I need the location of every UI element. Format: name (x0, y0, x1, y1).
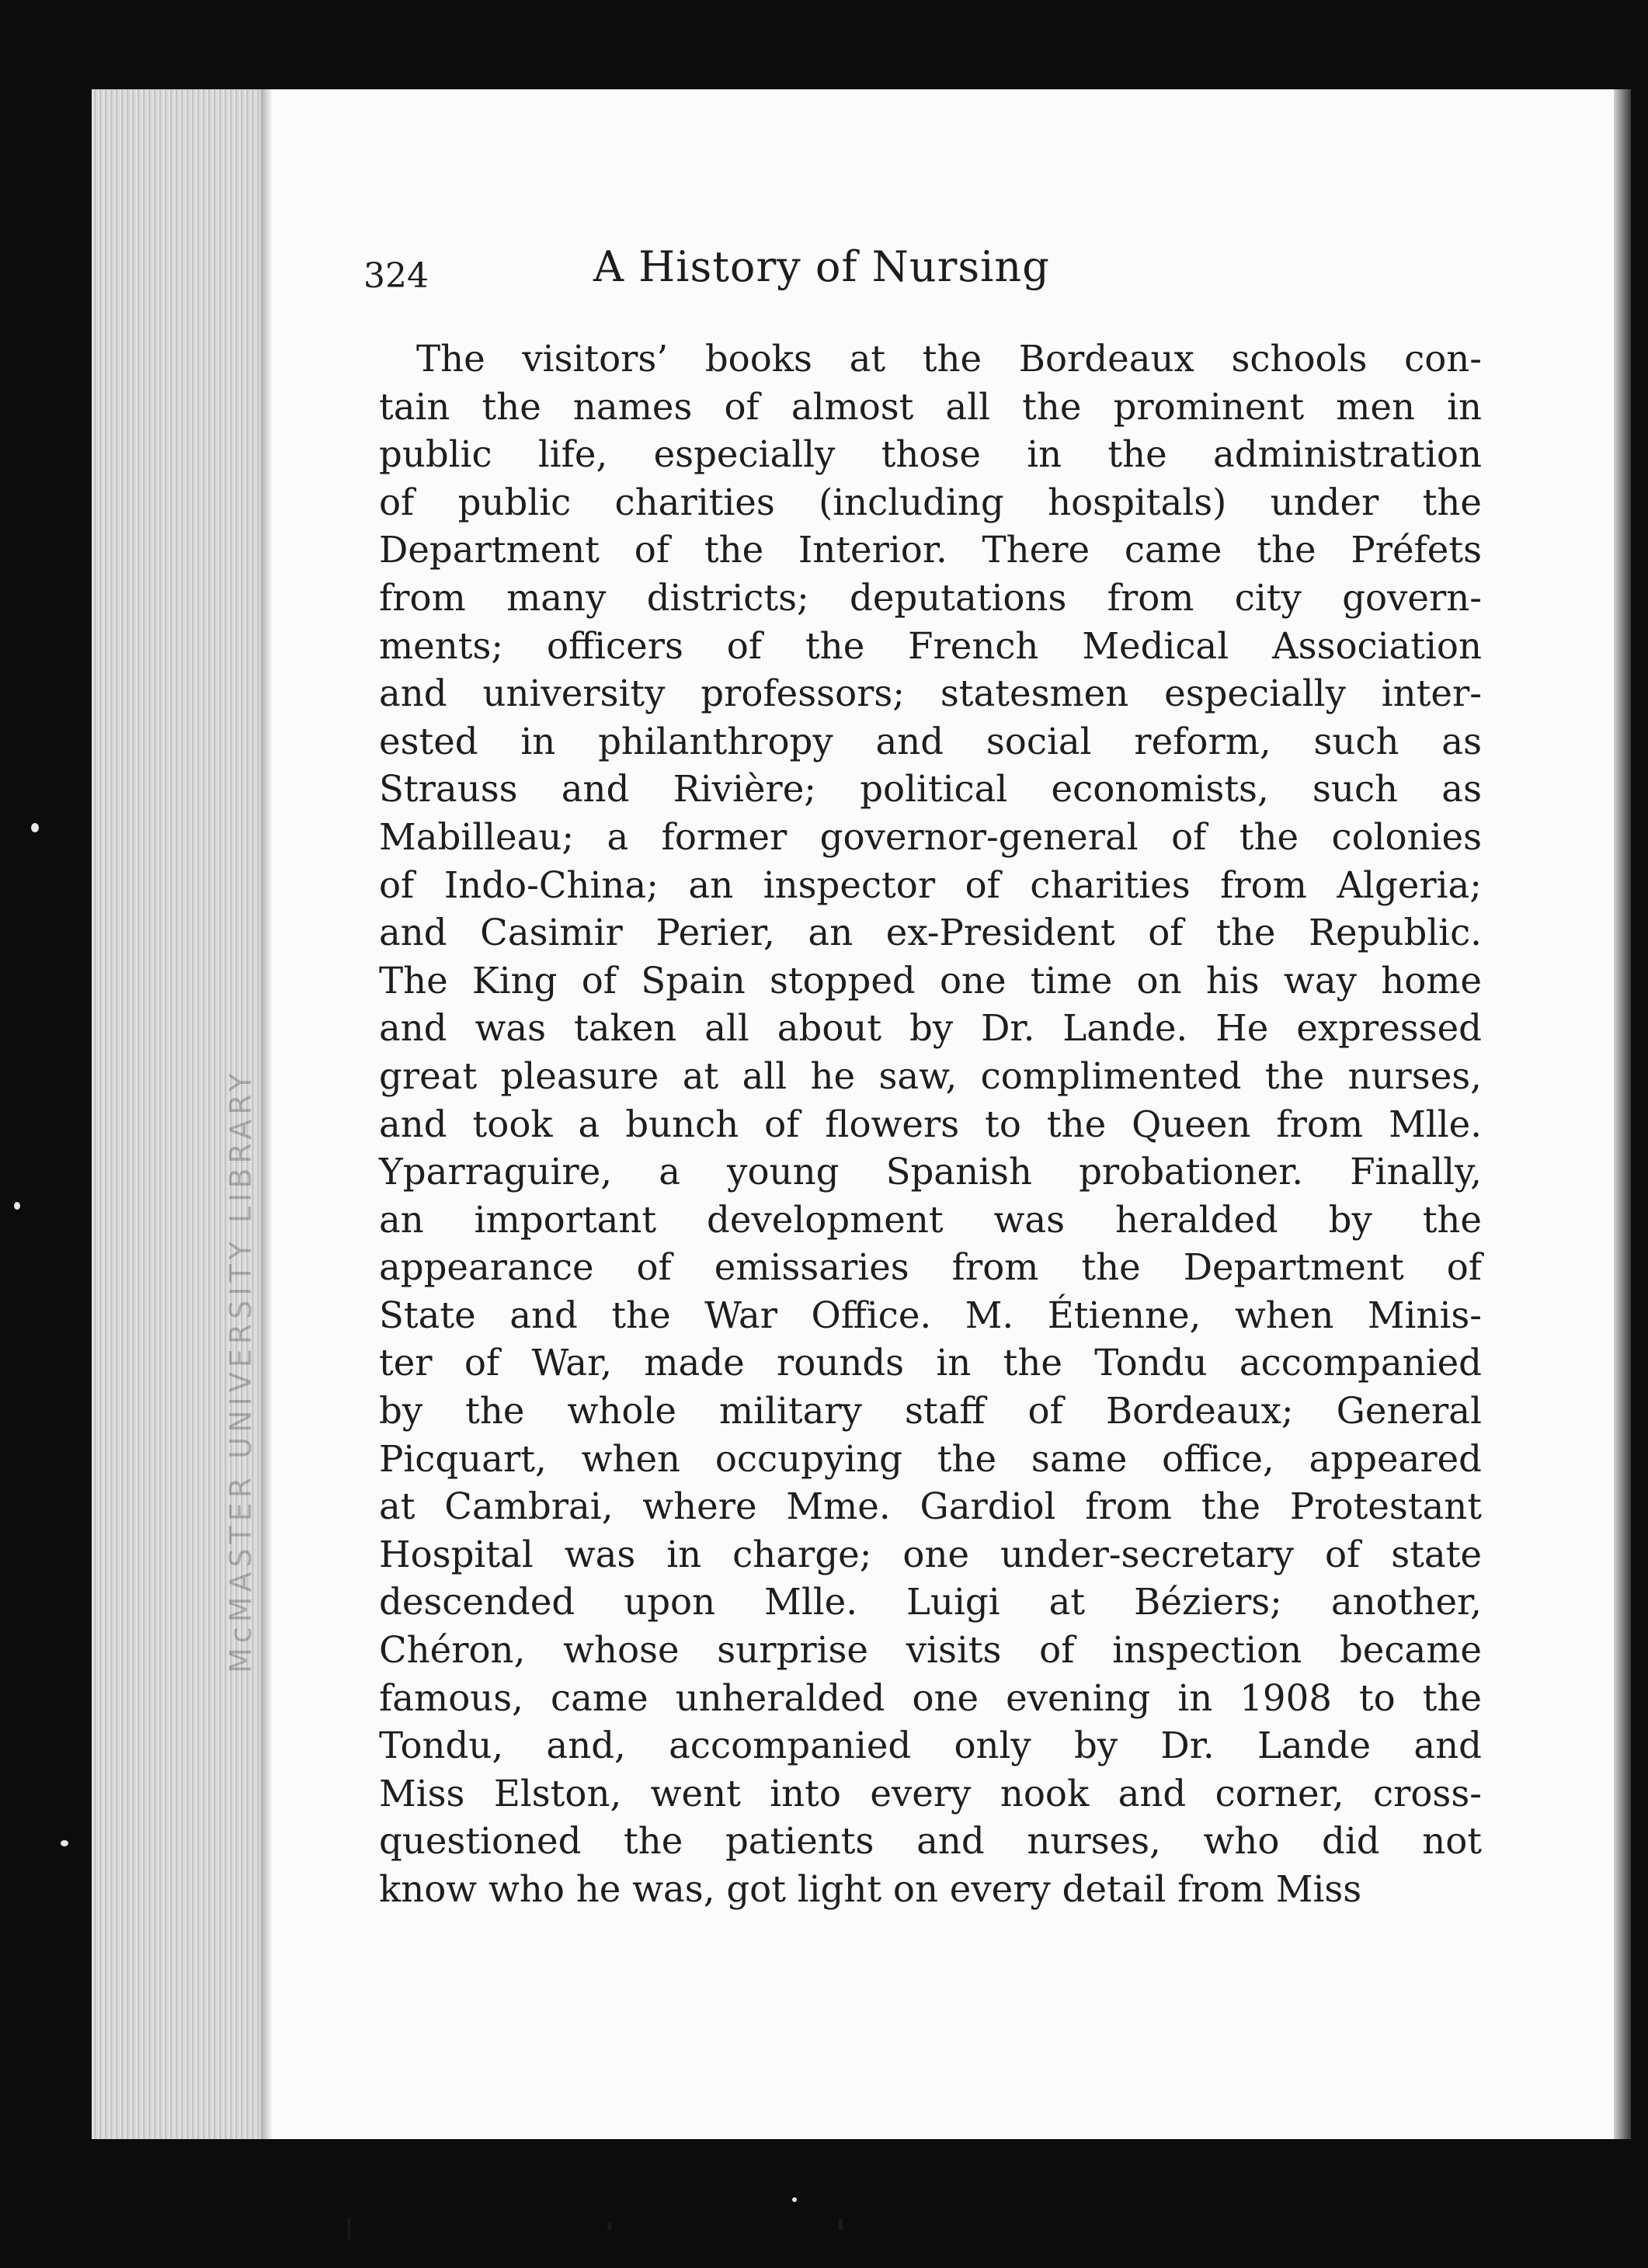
text-line: descended upon Mlle. Luigi at Béziers; another, (379, 1581, 1482, 1624)
text-line: Picquart, when occupying the same office, appeared (379, 1437, 1482, 1480)
text-line: at Cambrai, where Mme. Gardiol from the Protestant (379, 1485, 1482, 1528)
text-line: questioned the patients and nurses, who did not (379, 1820, 1482, 1863)
text-line: know who he was, got light on every detail from Miss (379, 1868, 1362, 1910)
text-line: tain the names of almost all the prominent men in (379, 385, 1482, 428)
text-line: of public charities (including hospitals) under the (379, 481, 1482, 523)
text-line: Department of the Interior. There came the Préfets (379, 529, 1482, 571)
book-right-edge (1614, 89, 1631, 2139)
scan-dust (61, 1840, 68, 1846)
text-line: an important development was heralded by the (379, 1198, 1482, 1241)
text-line: Chéron, whose surprise visits of inspection became (379, 1629, 1482, 1672)
text-line: Mabilleau; a former governor-general of the colonies (379, 815, 1482, 858)
text-line: Yparraguire, a young Spanish probationer. Finally, (379, 1151, 1482, 1193)
text-line: by the whole military staff of Bordeaux; General (379, 1390, 1482, 1433)
text-line: famous, came unheralded one evening in 1908 to the (379, 1676, 1482, 1719)
library-stamp: McMASTER UNIVERSITY LIBRARY (224, 1068, 258, 1673)
bottom-speck (839, 2219, 843, 2230)
text-line: ments; officers of the French Medical Association (379, 624, 1482, 667)
text-line: Tondu, and, accompanied only by Dr. Lande and (379, 1724, 1482, 1767)
bottom-speck (348, 2218, 350, 2239)
text-line: appearance of emissaries from the Department of (379, 1246, 1482, 1289)
text-line: Miss Elston, went into every nook and corner, cross- (379, 1772, 1482, 1815)
scan-dust (792, 2197, 797, 2202)
bottom-speck (607, 2222, 612, 2230)
text-line: public life, especially those in the administration (379, 433, 1482, 476)
scan-dust (31, 823, 39, 832)
body-text (379, 335, 1482, 1914)
text-line: and took a bunch of flowers to the Queen from Mlle. (379, 1103, 1482, 1145)
text-line: ter of War, made rounds in the Tondu accompanied (379, 1342, 1482, 1384)
text-line: The King of Spain stopped one time on his way home (379, 959, 1482, 1002)
text-line: ested in philanthropy and social reform, such as (379, 720, 1482, 762)
text-line: great pleasure at all he saw, complimented the nurses, (379, 1054, 1482, 1097)
text-line: from many districts; deputations from city govern- (379, 576, 1482, 619)
text-line: Hospital was in charge; one under-secretary of state (379, 1533, 1482, 1575)
running-head (363, 242, 1257, 304)
text-line: State and the War Office. M. Étienne, when Minis- (379, 1294, 1482, 1336)
running-title: A History of Nursing (593, 242, 1050, 291)
scan-dust (14, 1202, 20, 1210)
text-line: The visitors’ books at the Bordeaux schools con- (416, 338, 1482, 380)
text-line: of Indo-China; an inspector of charities from Algeria; (379, 863, 1482, 906)
page-number: 324 (363, 256, 429, 296)
text-line: and university professors; statesmen especially inter- (379, 672, 1482, 715)
text-line: Strauss and Rivière; political economists, such as (379, 768, 1482, 811)
text-line: and was taken all about by Dr. Lande. He expressed (379, 1007, 1482, 1050)
text-line: and Casimir Perier, an ex-President of the Republic. (379, 912, 1482, 954)
